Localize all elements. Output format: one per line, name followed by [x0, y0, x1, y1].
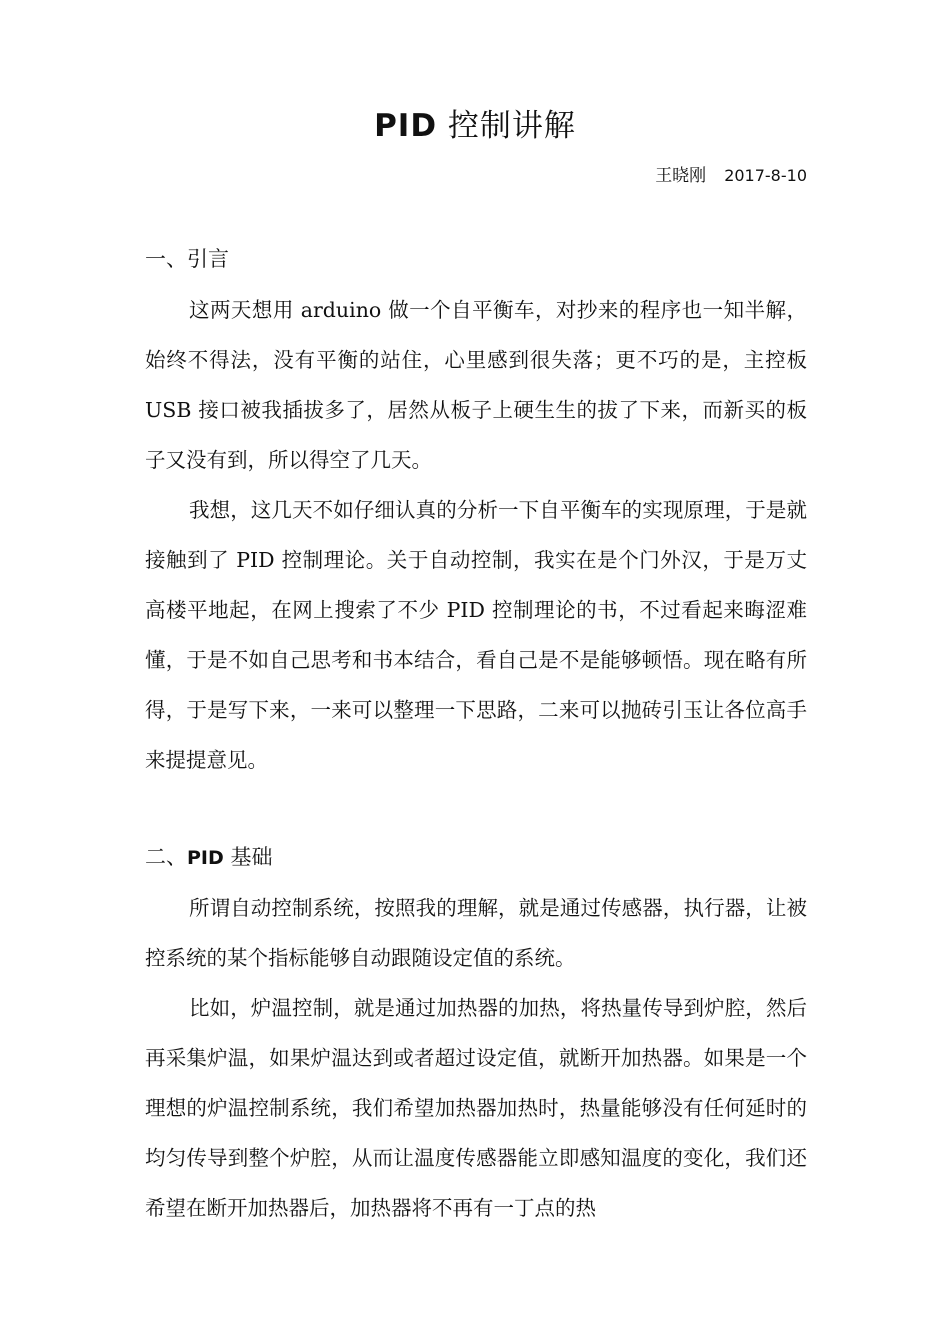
document-title: [0, 104, 950, 148]
heading-suffix: 基础: [223, 845, 273, 869]
heading-latin: PID: [187, 847, 224, 869]
publish-date: 2017-8-10: [724, 166, 807, 185]
paragraph: 所谓自动控制系统，按照我的理解，就是通过传感器，执行器，让被控系统的某个指标能够自动跟随设定值的系统。: [145, 896, 807, 970]
heading-prefix: 二、: [145, 845, 187, 869]
byline: [655, 164, 807, 188]
paragraph: 我想，这几天不如仔细认真的分析一下自平衡车的实现原理，于是就接触到了 PID 控制理论。关于自动控制，我实在是个门外汉，于是万丈高楼平地起，在网上搜索了不少 PID 控制理论的书，不过看起来晦涩难懂，于是不如自己思考和书本结合，看自己是不是能够顿悟。现在略有所得，于是写下来，一来可以整理一下思路，二来可以抛砖引玉让各位高手来提提意见。: [145, 498, 807, 772]
section-heading-introduction: 一、引言: [145, 247, 229, 271]
paragraph: 这两天想用 arduino 做一个自平衡车，对抄来的程序也一知半解，始终不得法，没有平衡的站住，心里感到很失落；更不巧的是，主控板 USB 接口被我插拔多了，居然从板子上硬生生的拔了下来，而新买的板子又没有到，所以得空了几天。: [145, 298, 807, 472]
section-heading-pid-basics: [145, 842, 272, 873]
paragraph: 比如，炉温控制，就是通过加热器的加热，将热量传导到炉腔，然后再采集炉温，如果炉温达到或者超过设定值，就断开加热器。如果是一个理想的炉温控制系统，我们希望加热器加热时，热量能够没有任何延时的均匀传导到整个炉腔，从而让温度传感器能立即感知温度的变化，我们还希望在断开加热器后，加热器将不再有一丁点的热: [145, 996, 807, 1220]
title-cjk: 控制讲解: [437, 108, 576, 144]
author-name: 王晓刚: [655, 166, 707, 186]
title-latin: PID: [374, 108, 438, 144]
